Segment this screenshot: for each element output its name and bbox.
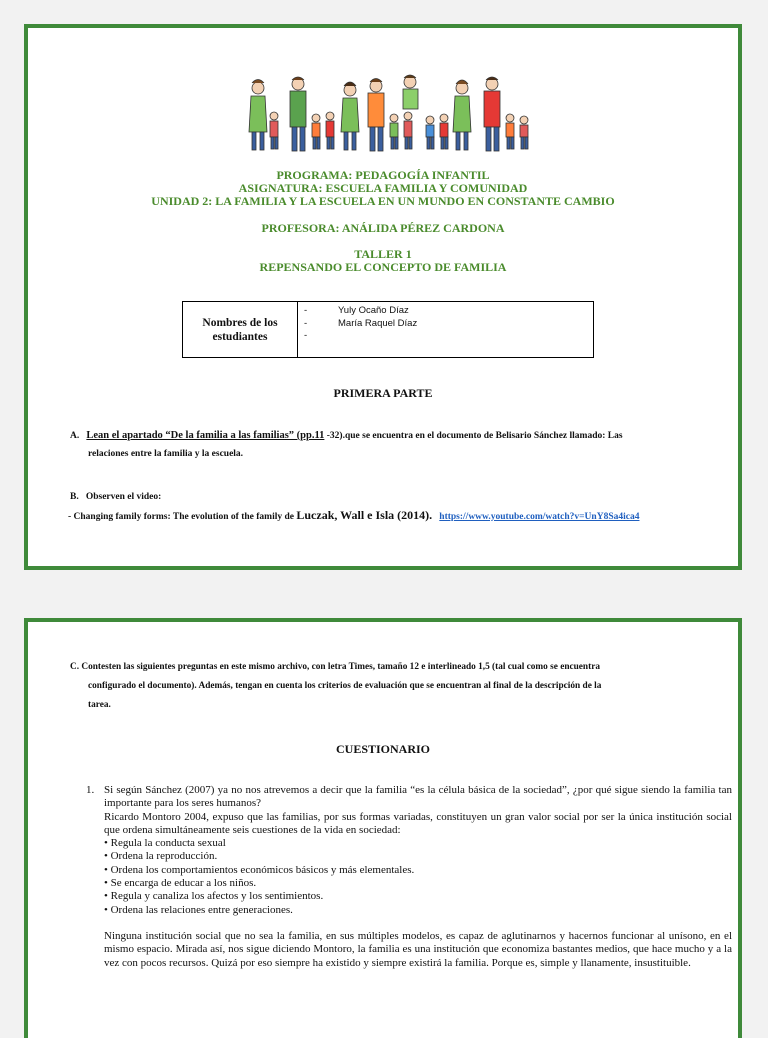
unidad-line: UNIDAD 2: LA FAMILIA Y LA ESCUELA EN UN MUNDO EN CONSTANTE CAMBIO [151,194,615,208]
list-item: • Se encarga de educar a los niños. [104,877,257,890]
item-c [70,658,720,715]
student-row [304,330,593,343]
document-page-1 [24,24,742,570]
list-dash: - [304,317,308,329]
list-dash: - [304,330,308,341]
item-a-line2: relaciones entre la familia y la escuela. [88,449,244,459]
item-c-line1: Contesten las siguientes preguntas en este mismo archivo, con letra Times, tamaño 12 e interlineado 1,5 (tal cual como se encuentra [81,662,600,672]
programa-line: PROGRAMA: PEDAGOGÍA INFANTIL [276,168,490,182]
primera-parte-heading: PRIMERA PARTE [333,386,433,400]
asignatura-line: ASIGNATURA: ESCUELA FAMILIA Y COMUNIDAD [238,181,528,195]
item-c-line2: configurado el documento). Además, tengan en cuenta los criterios de evaluación que se encuentran al final de la descripción de la [88,681,602,691]
student-name[interactable]: María Raquel Díaz [338,317,418,329]
list-item: • Ordena la reproducción. [104,850,218,863]
answer-paragraph-1[interactable]: Ricardo Montoro 2004, expuso que las familias, por sus formas variadas, constituyen un gran valor social por ser la única institución social que ordena simultáneamente seis cuestiones de la vida en sociedad: [104,810,732,836]
item-c-marker: C. [70,662,80,672]
list-item: • Regula y canaliza los afectos y los sentimientos. [104,890,324,903]
document-page-2 [24,618,742,1038]
item-a [70,427,710,463]
profesora-line: PROFESORA: ANÁLIDA PÉREZ CARDONA [261,221,505,235]
question-1-text: Si según Sánchez (2007) ya no nos atrevemos a decir que la familia “es la célula básica de la sociedad”, ¿por qué sigue siendo la familia tan importante para los seres humanos? [104,784,732,810]
students-list [298,302,593,357]
tema-line: REPENSANDO EL CONCEPTO DE FAMILIA [259,260,507,274]
student-row [304,318,593,331]
list-dash: - [304,305,308,316]
item-b [70,488,740,526]
answer-paragraph-2[interactable]: Ninguna institución social que no sea la familia, en sus múltiples modelos, es capaz de aglutinarnos y hacernos funcionar al unísono, en el mismo espacio. Mirada así, nos sigue diciendo Montoro, la familia es una institución que economiza bastantes medios, que hace mucho y a la vez con pocos recursos. Quizá por eso siempre ha existido y siempre existirá la familia. Porque es, simple y llanamente, insustituible. [104,929,732,969]
list-item: • Ordena las relaciones entre generaciones. [104,903,293,916]
bullet-list [104,837,732,917]
student-row [304,305,593,318]
family-illustration-icon [240,70,534,166]
question-1 [104,784,732,970]
item-c-line3: tarea. [88,700,111,710]
taller-line: TALLER 1 [354,247,412,261]
item-b-text: Observen el video: [85,492,162,502]
question-number: 1. [86,784,95,796]
list-item: • Regula la conducta sexual [104,837,226,850]
cuestionario-heading: CUESTIONARIO [335,742,431,756]
item-b-marker: B. [70,492,79,502]
list-item: • Ordena los comportamientos económicos básicos y más elementales. [104,863,415,876]
program-header [28,169,738,208]
item-b-authors: Luczak, Wall e Isla (2014). [296,508,433,522]
youtube-link[interactable]: https://www.youtube.com/watch?v=UnY8Sa4ica4 [439,512,640,522]
item-a-underlined: Lean el apartado “De la familia a las familias” (pp.11 [86,430,325,441]
item-a-marker: A. [70,431,80,441]
student-name[interactable]: Yuly Ocaño Díaz [338,305,409,316]
item-b-prefix: - Changing family forms: The evolution of the family de [68,512,297,522]
item-a-rest: -32).que se encuentra en el documento de Belisario Sánchez llamado: Las [324,431,623,441]
students-label: Nombres de los estudiantes [183,302,298,357]
taller-header [28,248,738,274]
students-table [182,301,594,358]
